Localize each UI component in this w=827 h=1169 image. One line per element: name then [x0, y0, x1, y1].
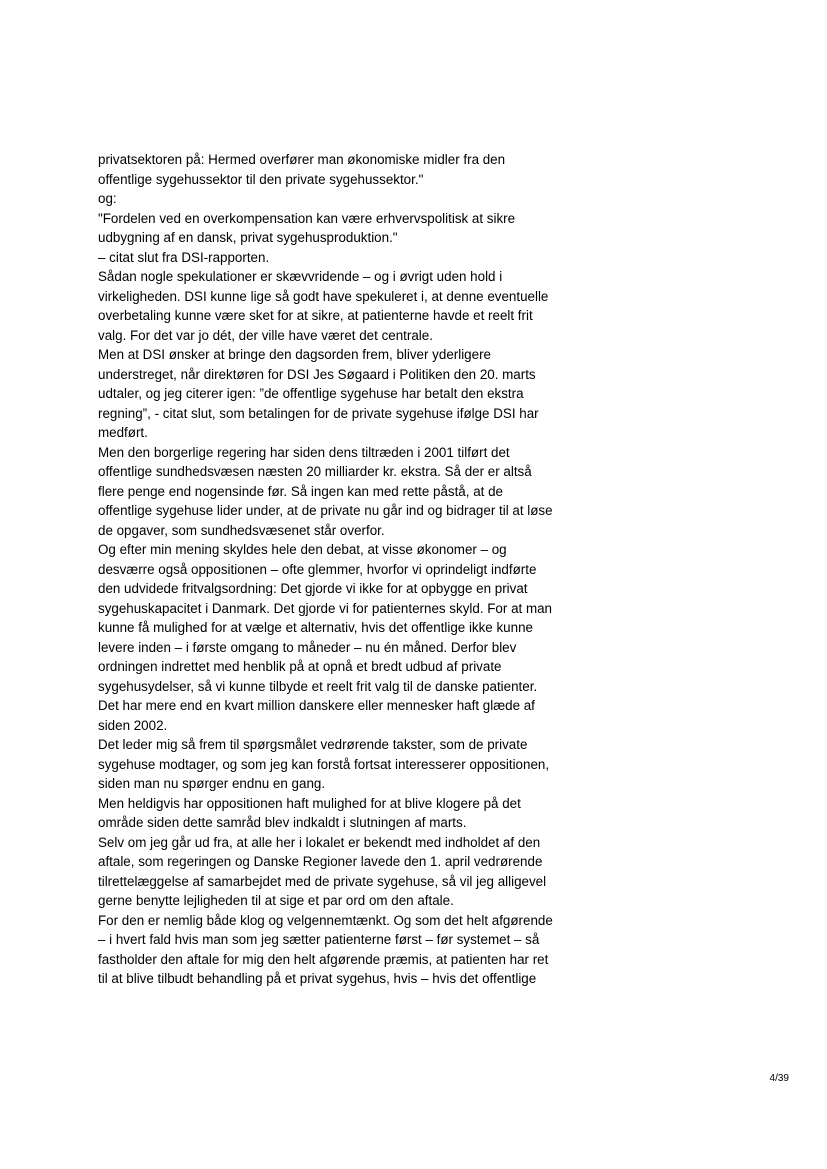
- text-line: Det leder mig så frem til spørgsmålet vedrørende takster, som de private: [98, 737, 528, 752]
- text-line: overbetaling kunne være sket for at sikre, at patienterne havde et reelt frit: [98, 308, 533, 323]
- page-number: 4/39: [769, 1073, 789, 1084]
- text-line: understreget, når direktøren for DSI Jes Søgaard i Politiken den 20. marts: [98, 366, 536, 382]
- text-line: område siden dette samråd blev indkaldt i slutningen af marts.: [98, 815, 467, 830]
- text-line: Det har mere end en kvart million danskere eller mennesker haft glæde af: [98, 698, 535, 713]
- text-line: privatsektoren på: Hermed overfører man økonomiske midler fra den: [98, 152, 506, 167]
- text-line: udtaler, og jeg citerer igen: ”de offentlige sygehuse har betalt den ekstra: [98, 386, 524, 401]
- text-line: sygehusydelser, så vi kunne tilbyde et reelt frit valg til de danske patienter.: [98, 678, 538, 694]
- document-body: [98, 150, 798, 989]
- text-line: medført.: [98, 425, 148, 440]
- text-line: flere penge end nogensinde før. Så ingen kan med rette påstå, at de: [98, 483, 503, 499]
- text-line: – citat slut fra DSI-rapporten.: [98, 249, 270, 265]
- text-line: offentlige sundhedsvæsen næsten 20 milliarder kr. ekstra. Så der er altså: [98, 464, 532, 479]
- text-line: udbygning af en dansk, privat sygehusproduktion.": [98, 230, 398, 245]
- text-line: – i hvert fald hvis man som jeg sætter patienterne først – før systemet – så: [98, 932, 540, 947]
- text-line: For den er nemlig både klog og velgennemtænkt. Og som det helt afgørende: [98, 912, 553, 928]
- text-line: til at blive tilbudt behandling på et privat sygehus, hvis – hvis det offentlige: [98, 971, 537, 986]
- text-line: den udvidede fritvalgsordning: Det gjorde vi ikke for at opbygge en privat: [98, 581, 528, 596]
- text-line: fastholder den aftale for mig den helt afgørende præmis, at patienten har ret: [98, 951, 549, 967]
- text-line: valg. For det var jo dét, der ville have været det centrale.: [98, 327, 433, 343]
- text-line: Og efter min mening skyldes hele den debat, at visse økonomer – og: [98, 542, 507, 557]
- text-line: Men den borgerlige regering har siden dens tiltræden i 2001 tilført det: [98, 444, 510, 460]
- text-line: virkeligheden. DSI kunne lige så godt have spekuleret i, at denne eventuelle: [98, 288, 549, 304]
- text-line: "Fordelen ved en overkompensation kan være erhvervspolitisk at sikre: [98, 210, 516, 226]
- text-line: Sådan nogle spekulationer er skævvridende – og i øvrigt uden hold i: [98, 269, 503, 284]
- text-line: regning”, - citat slut, som betalingen for de private sygehuse ifølge DSI har: [98, 405, 539, 421]
- text-line: Men at DSI ønsker at bringe den dagsorden frem, bliver yderligere: [98, 347, 491, 362]
- text-line: sygehuskapacitet i Danmark. Det gjorde vi for patienternes skyld. For at man: [98, 600, 553, 616]
- text-line: siden man nu spørger endnu en gang.: [98, 776, 326, 791]
- text-line: offentlige sygehussektor til den private sygehussektor.": [98, 171, 424, 187]
- text-line: levere inden – i første omgang to måneder – nu én måned. Derfor blev: [98, 639, 517, 655]
- text-line: tilrettelæggelse af samarbejdet med de private sygehuse, så vil jeg alligevel: [98, 873, 547, 889]
- text-line: desværre også oppositionen – ofte glemmer, hvorfor vi oprindeligt indførte: [98, 561, 537, 577]
- text-line: kunne få mulighed for at vælge et alternativ, hvis det offentlige ikke kunne: [98, 620, 533, 635]
- text-line: sygehuse modtager, og som jeg kan forstå fortsat interesserer oppositionen,: [98, 756, 550, 772]
- text-line: ordningen indrettet med henblik på at opnå et bredt udbud af private: [98, 659, 502, 674]
- text-line: offentlige sygehuse lider under, at de private nu går ind og bidrager til at løse: [98, 503, 553, 518]
- text-line: gerne benytte lejligheden til at sige et par ord om den aftale.: [98, 893, 454, 908]
- text-line: og:: [98, 191, 117, 206]
- text-line: Selv om jeg går ud fra, at alle her i lokalet er bekendt med indholdet af den: [98, 834, 541, 850]
- text-line: siden 2002.: [98, 717, 168, 733]
- text-line: Men heldigvis har oppositionen haft mulighed for at blive klogere på det: [98, 795, 521, 811]
- text-line: aftale, som regeringen og Danske Regioner lavede den 1. april vedrørende: [98, 854, 543, 869]
- text-line: de opgaver, som sundhedsvæsenet står overfor.: [98, 522, 385, 538]
